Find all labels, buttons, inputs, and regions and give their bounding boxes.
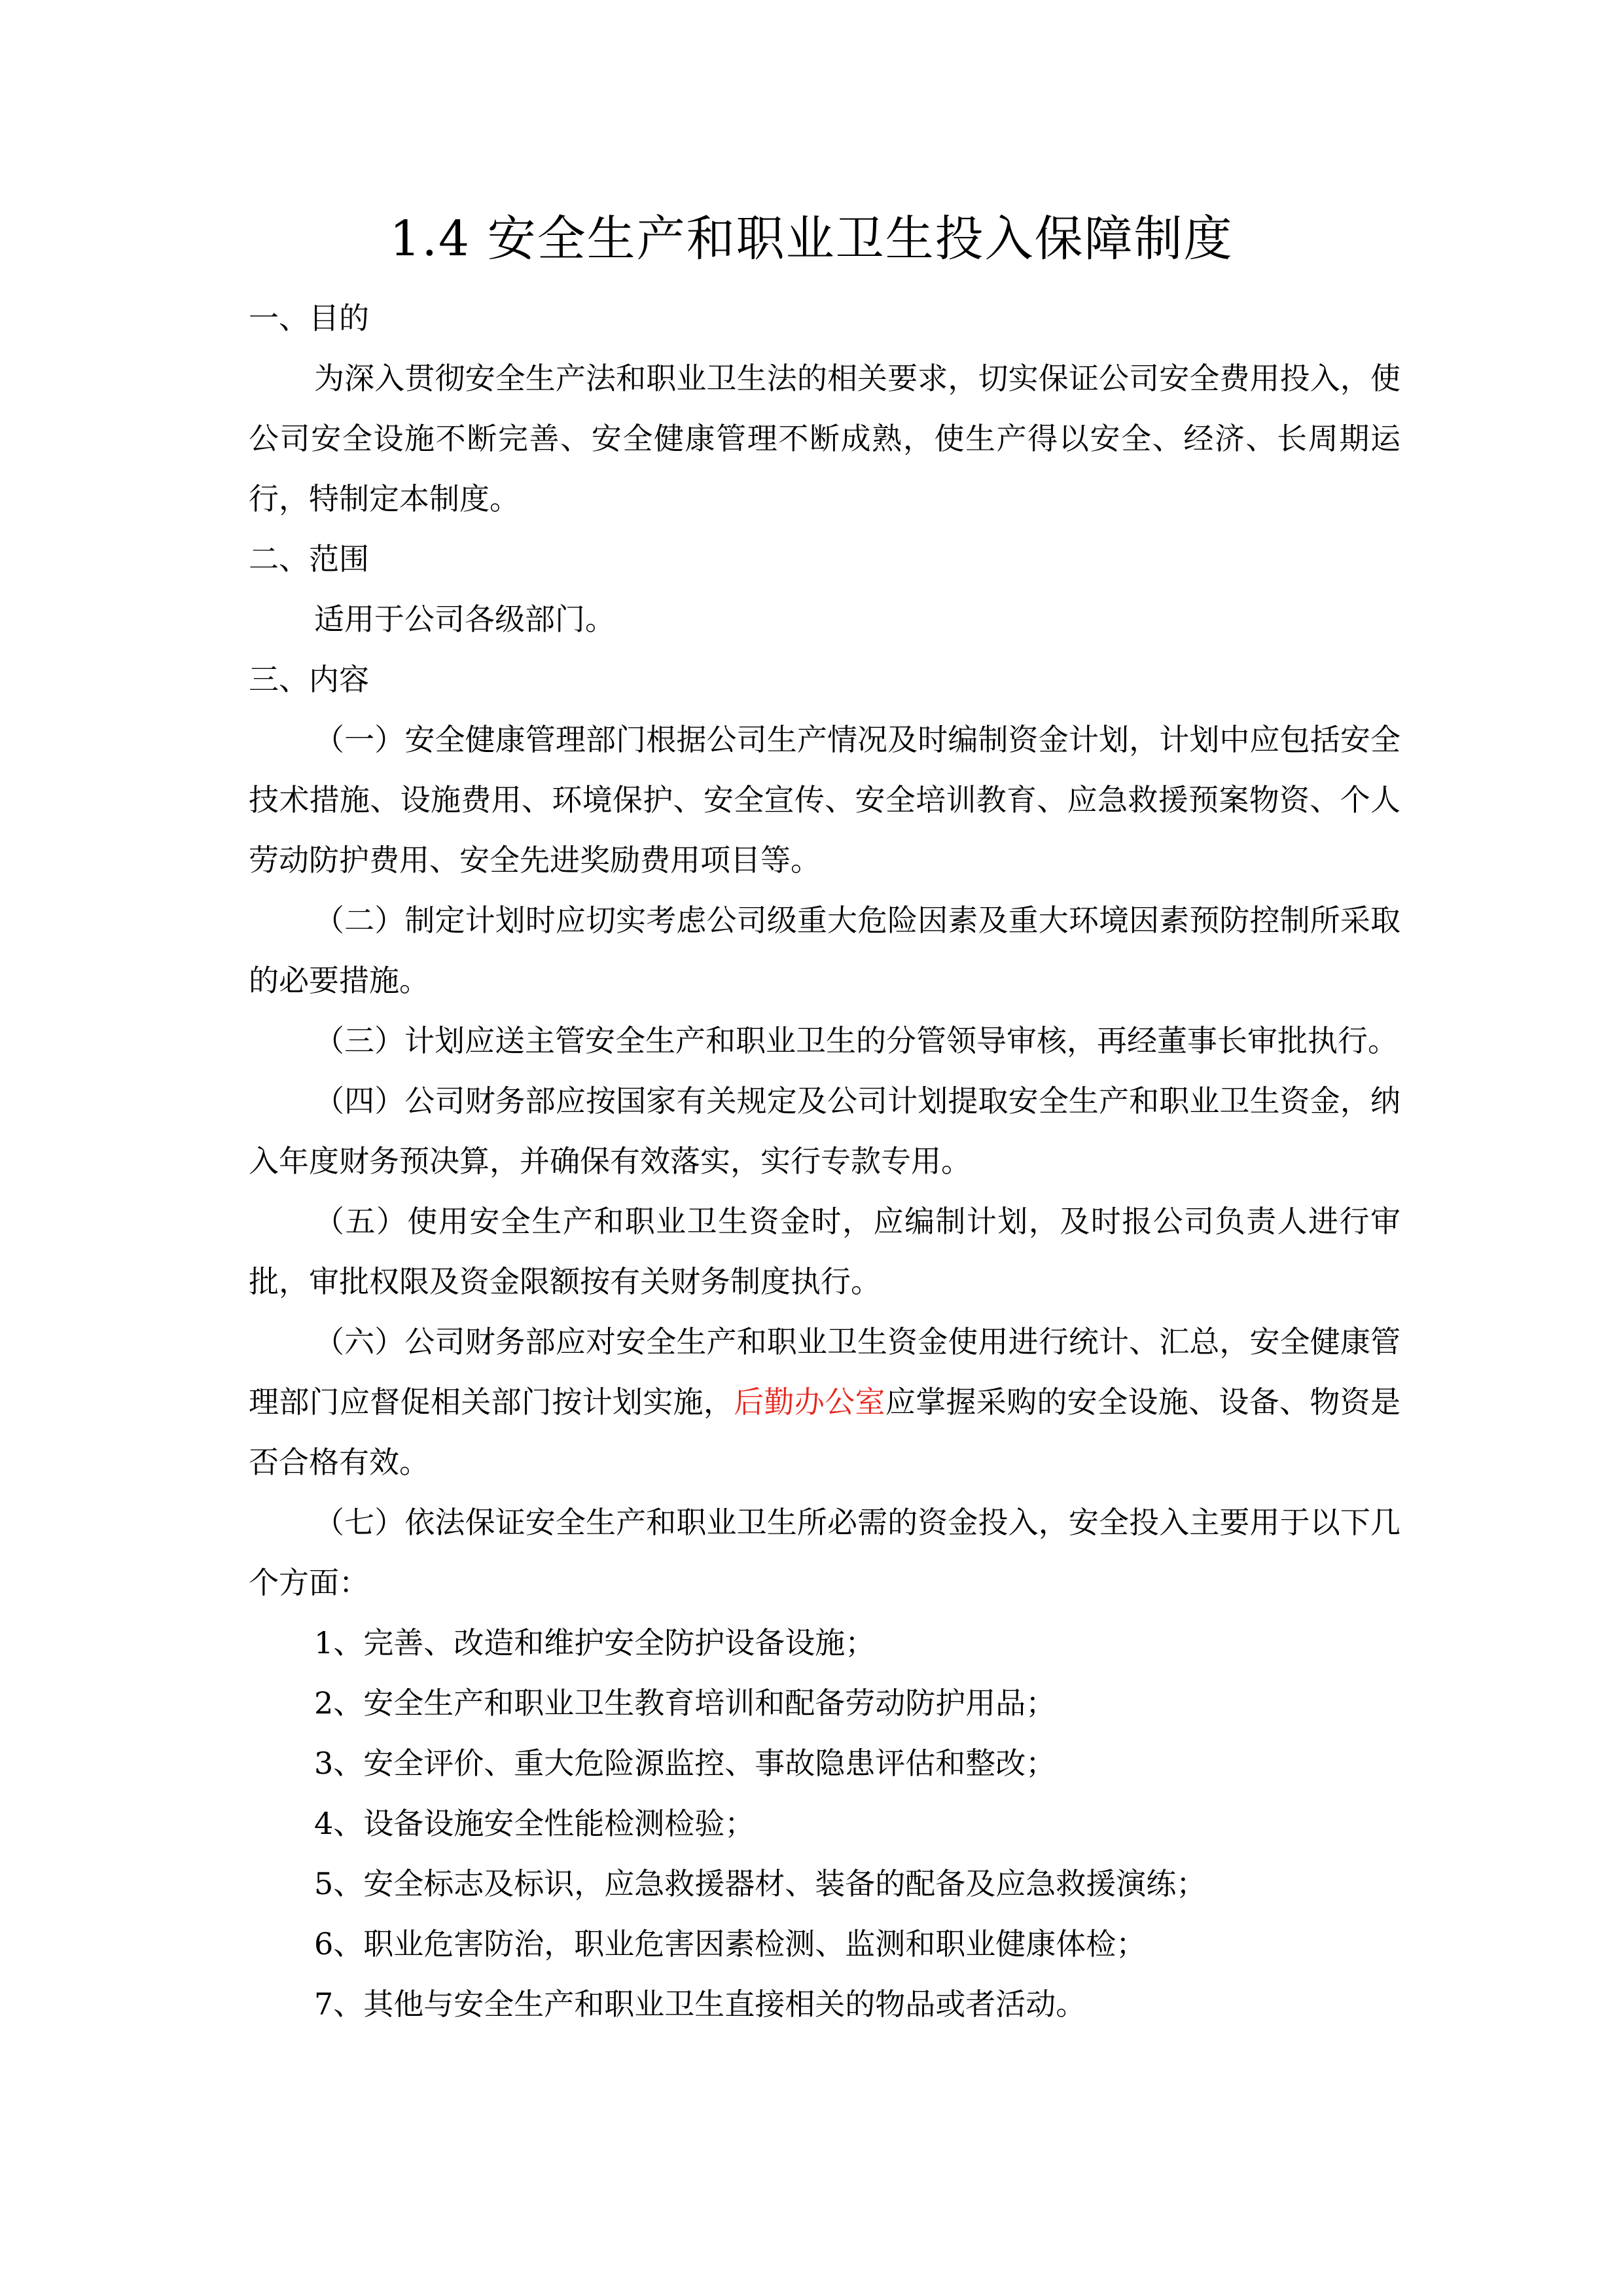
list-item: 2、安全生产和职业卫生教育培训和配备劳动防护用品； bbox=[314, 1685, 1056, 1721]
highlighted-department: 后勤办公室 bbox=[734, 1384, 885, 1420]
document-body bbox=[249, 288, 1400, 2034]
list-item: 6、职业危害防治，职业危害因素检测、监测和职业健康体检； bbox=[314, 1926, 1147, 1962]
content-paragraph-3: （三）计划应送主管安全生产和职业卫生的分管领导审核，再经董事长审批执行。 bbox=[314, 1023, 1398, 1058]
section-heading-purpose: 一、目的 bbox=[249, 300, 369, 336]
content-paragraph-4: （四）公司财务部应按国家有关规定及公司计划提取安全生产和职业卫生资金，纳入年度财务预决算，并确保有效落实，实行专款专用。 bbox=[249, 1083, 1400, 1179]
content-paragraph-1: （一）安全健康管理部门根据公司生产情况及时编制资金计划，计划中应包括安全技术措施、设施费用、环境保护、安全宣传、安全培训教育、应急救援预案物资、个人劳动防护费用、安全先进奖励费用项目等。 bbox=[249, 722, 1400, 878]
content-paragraph-6-start: （六）公司财务部应对安全生产和职业卫生资金使用进行统计、汇总，安全健康管理部门应督促相关部门按计划实施， bbox=[249, 1324, 1400, 1420]
content-paragraph-6 bbox=[249, 1312, 1400, 1492]
list-item: 7、其他与安全生产和职业卫生直接相关的物品或者活动。 bbox=[314, 1986, 1086, 2022]
purpose-paragraph: 为深入贯彻安全生产法和职业卫生法的相关要求，切实保证公司安全费用投入，使公司安全设施不断完善、安全健康管理不断成熟，使生产得以安全、经济、长周期运行，特制定本制度。 bbox=[249, 361, 1400, 516]
list-item: 4、设备设施安全性能检测检验； bbox=[314, 1806, 755, 1841]
content-paragraph-7: （七）依法保证安全生产和职业卫生所必需的资金投入，安全投入主要用于以下几个方面： bbox=[249, 1505, 1400, 1600]
content-paragraph-5: （五）使用安全生产和职业卫生资金时，应编制计划，及时报公司负责人进行审批，审批权限及资金限额按有关财务制度执行。 bbox=[249, 1204, 1400, 1299]
section-heading-content: 三、内容 bbox=[249, 662, 369, 697]
list-item: 3、安全评价、重大危险源监控、事故隐患评估和整改； bbox=[314, 1746, 1056, 1781]
document-title: 1.4 安全生产和职业卫生投入保障制度 bbox=[389, 211, 1234, 267]
section-heading-scope: 二、范围 bbox=[249, 541, 369, 577]
scope-paragraph: 适用于公司各级部门。 bbox=[314, 601, 615, 637]
list-item: 5、安全标志及标识，应急救援器材、装备的配备及应急救援演练； bbox=[314, 1866, 1207, 1901]
content-paragraph-2: （二）制定计划时应切实考虑公司级重大危险因素及重大环境因素预防控制所采取的必要措施。 bbox=[249, 903, 1400, 998]
list-item: 1、完善、改造和维护安全防护设备设施； bbox=[314, 1625, 876, 1660]
content-paragraph-6-end: 应掌握采购的安全设施、设备、物资是否合格有效。 bbox=[249, 1384, 1401, 1480]
